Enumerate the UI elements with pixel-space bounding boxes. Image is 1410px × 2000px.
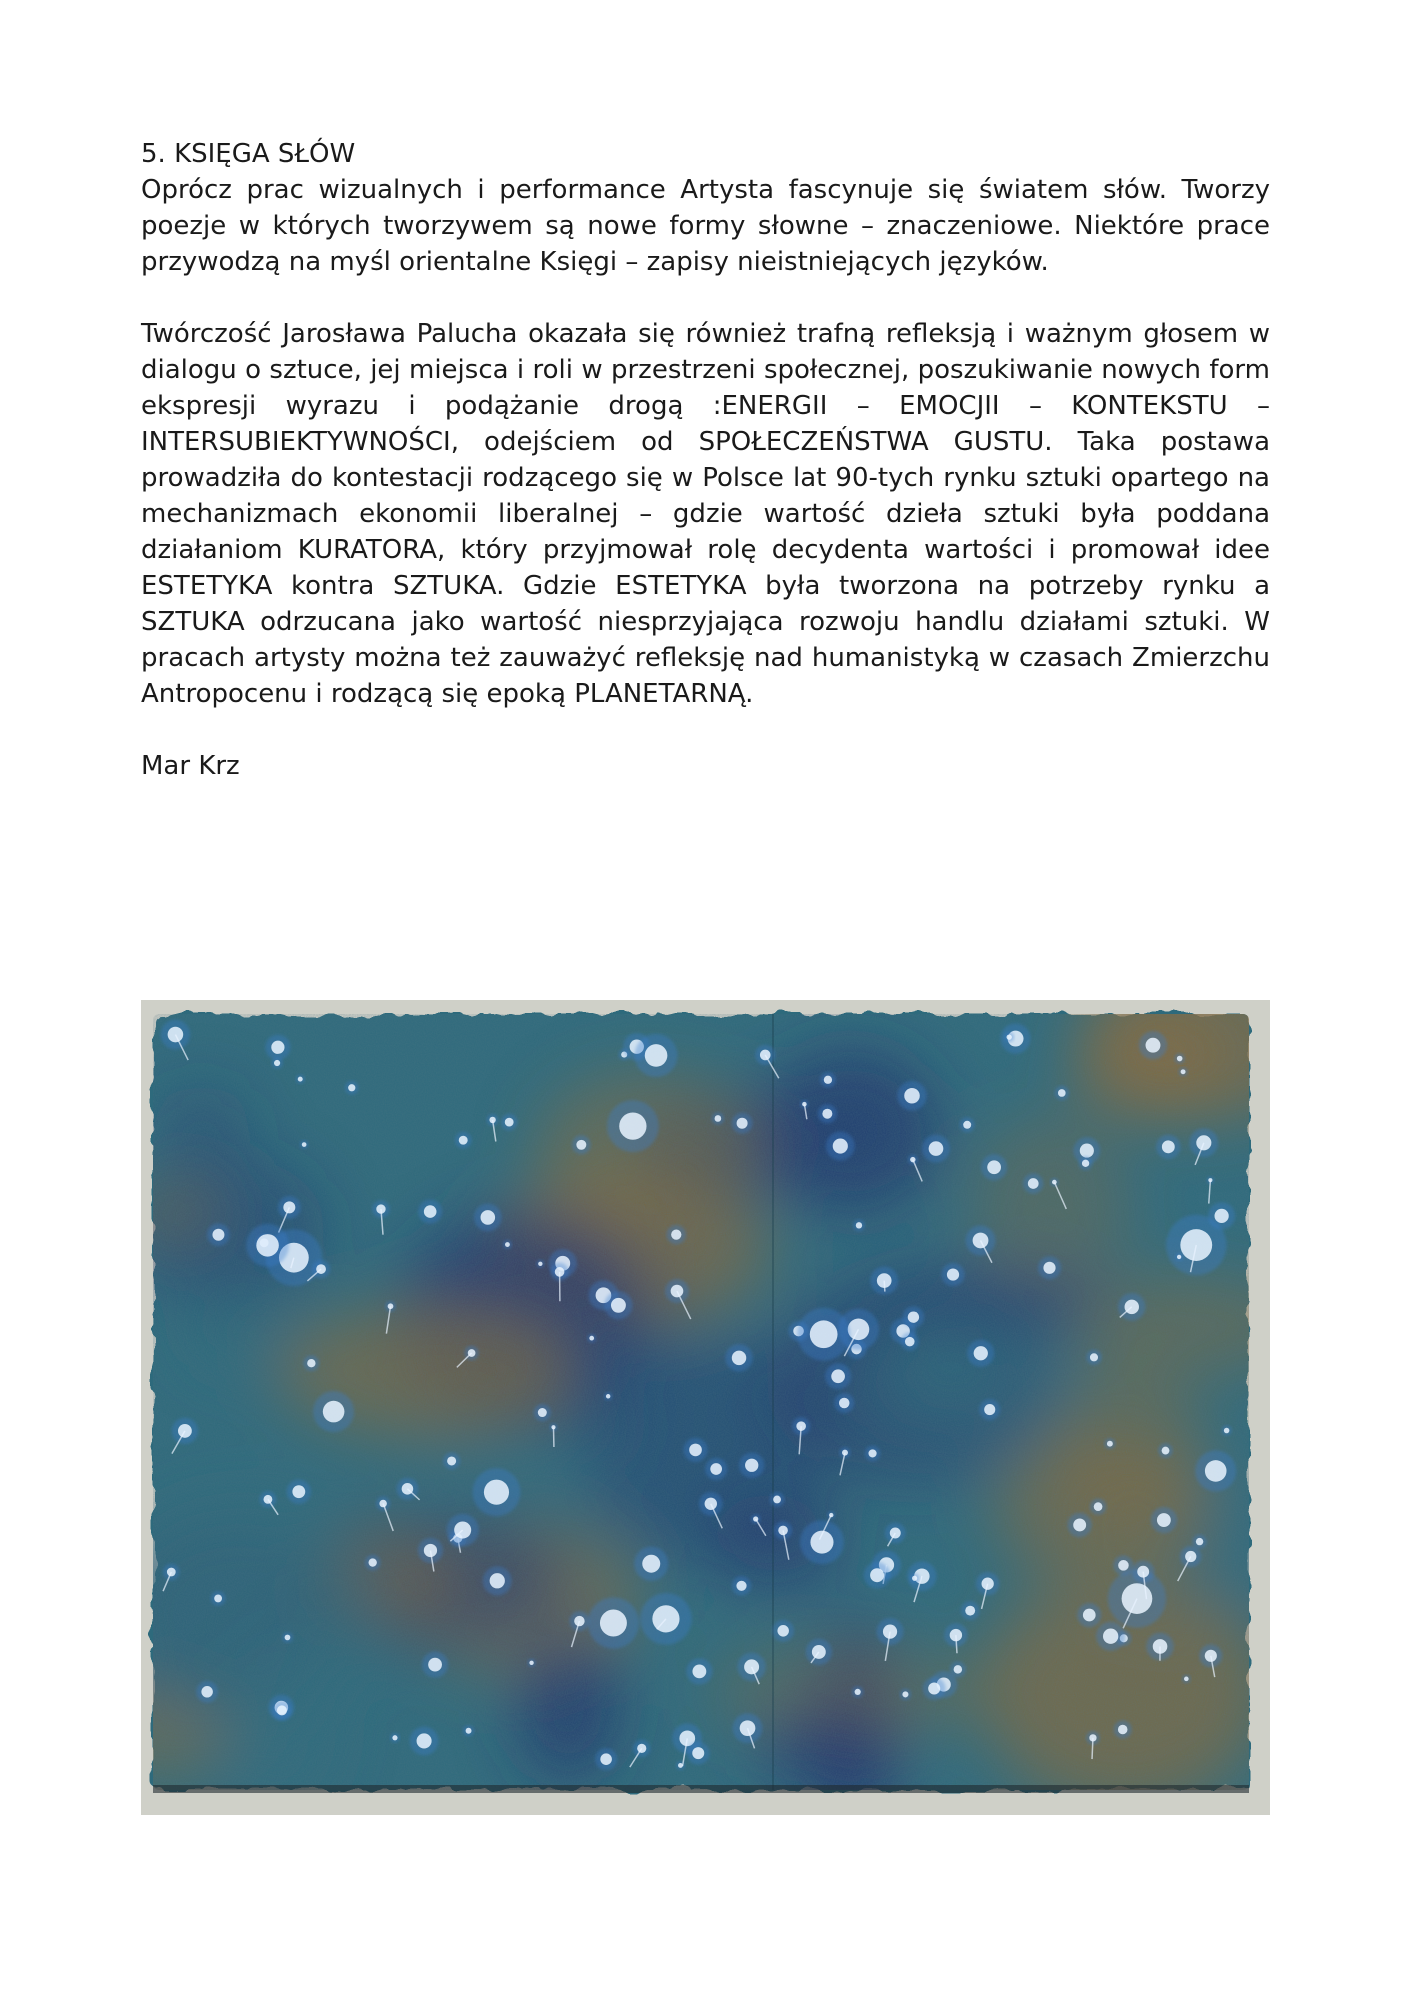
paragraph-spacer — [141, 712, 1270, 748]
essay-paragraph: Twórczość Jarosława Palucha okazała się również trafną refleksją i ważnym głosem w dialogu o sztuce, jej miejsca i roli w przestrzeni społecznej, poszukiwanie nowych form ekspresji wyrazu i podążanie drogą :ENERGII – EMOCJII – KONTEKSTU – INTERSUBIEKTYWNOŚCI, odejściem od SPOŁECZEŃSTWA GUSTU. Taka postawa prowadziła do kontestacji rodzącego się w Polsce lat 90-tych rynku sztuki opartego na mechanizmach ekonomii liberalnej – gdzie wartość dzieła sztuki była poddana działaniom KURATORA, który przyjmował rolę decydenta wartości i promował idee ESTETYKA kontra SZTUKA. Gdzie ESTETYKA była tworzona na potrzeby rynku a SZTUKA odrzucana jako wartość niesprzyjająca rozwoju handlu działami sztuki. W pracach artysty można też zauważyć refleksję nad humanistyką w czasach Zmierzchu Antropocenu i rodzącą się epoką PLANETARNĄ. — [141, 319, 1270, 709]
document-text — [141, 136, 1270, 784]
artwork-image — [141, 1000, 1270, 1815]
section-heading: 5. KSIĘGA SŁÓW — [141, 139, 356, 169]
intro-paragraph: Oprócz prac wizualnych i performance Artysta fascynuje się światem słów. Tworzy poezje w których tworzywem są nowe formy słowne – znaczeniowe. Niektóre prace przywodzą na myśl orientalne Księgi – zapisy nieistniejących języków. — [141, 175, 1270, 277]
author-signature: Mar Krz — [141, 751, 240, 781]
paragraph-spacer — [141, 280, 1270, 316]
artwork-painting-icon — [141, 1000, 1270, 1815]
